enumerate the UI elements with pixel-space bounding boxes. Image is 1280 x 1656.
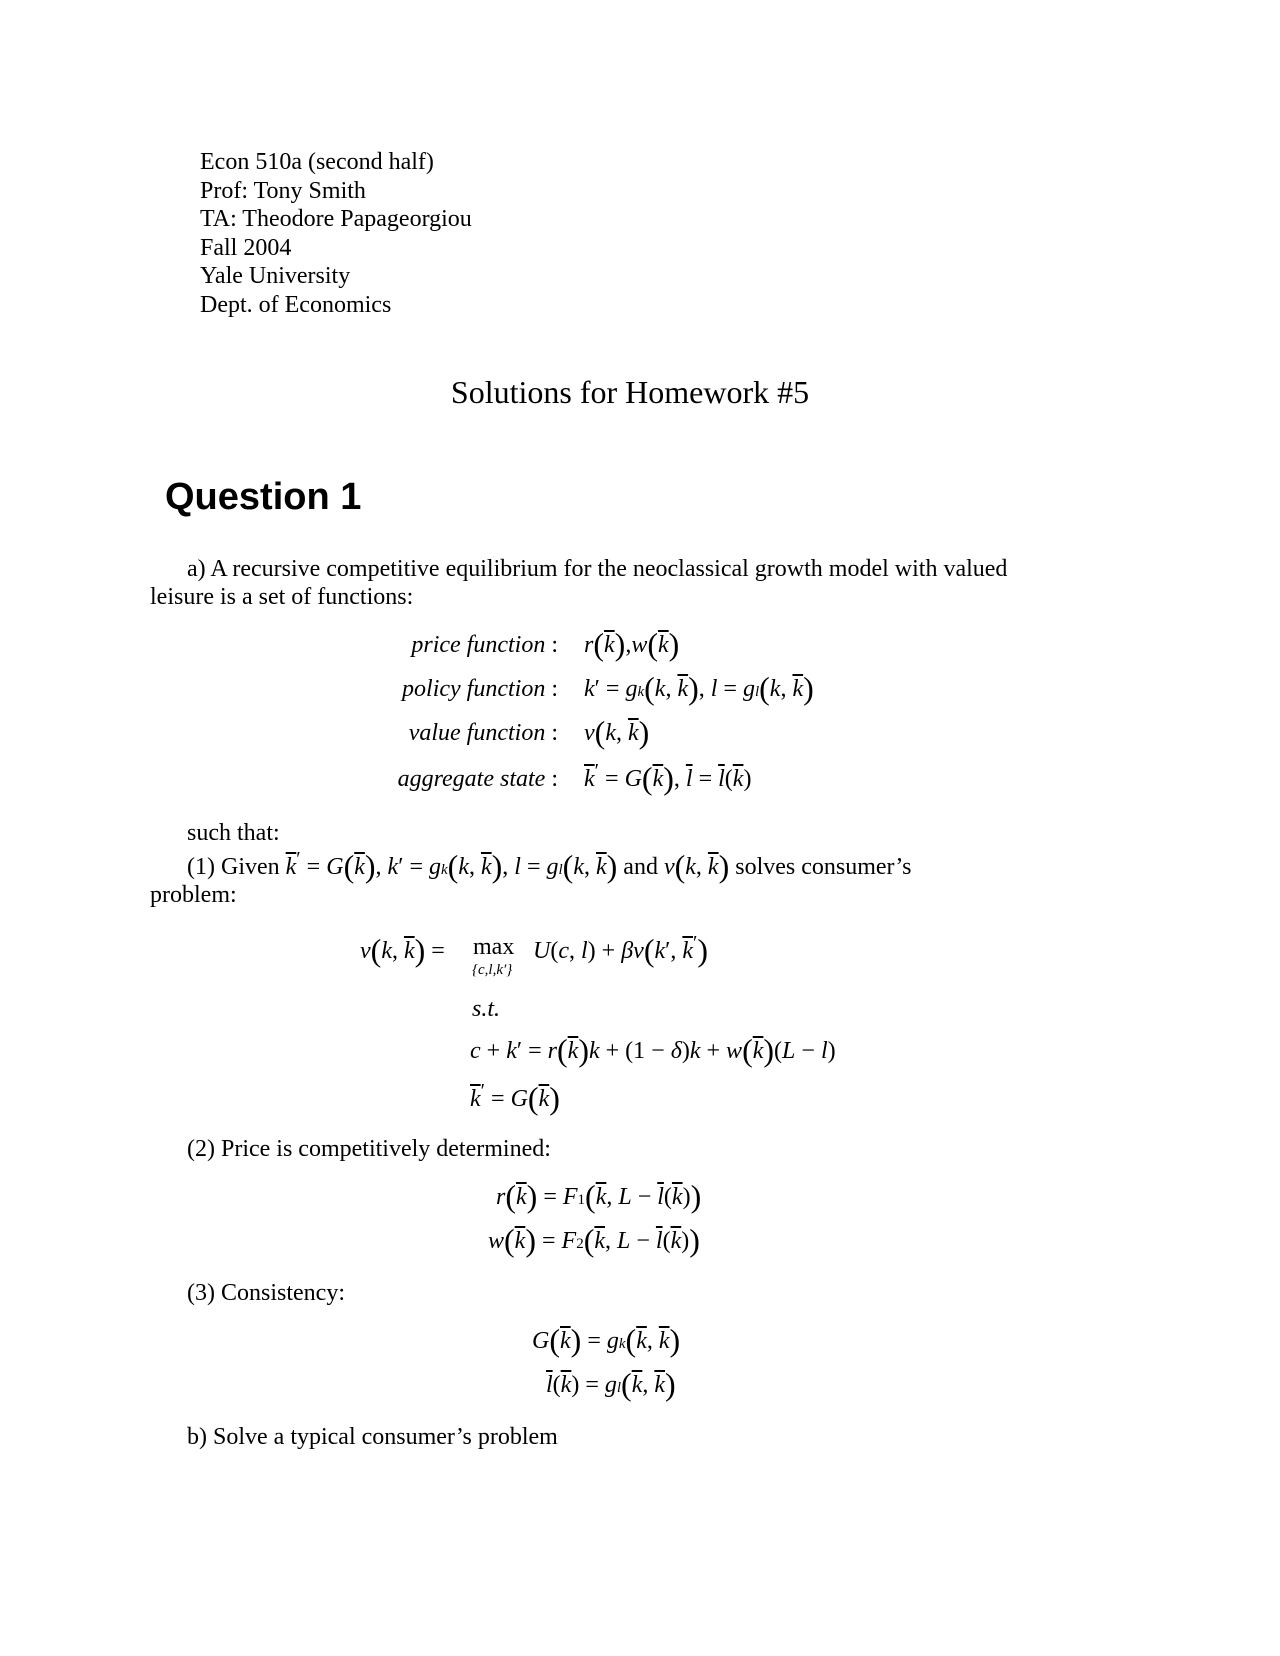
- price-equation-w: $w(\overline{k}) = F2(\overline{k}$, $L - \overline{l}(\overline{k})$): [488, 1222, 700, 1258]
- condition-1-and: and: [623, 854, 658, 880]
- header-line-university: Yale University: [200, 263, 351, 290]
- def-label-value: value function :: [408, 720, 558, 746]
- part-b-intro: b) Solve a typical consumer’s problem: [187, 1424, 558, 1450]
- part-a-intro-line1: a) A recursive competitive equilibrium for the neoclassical growth model with valued: [187, 556, 1008, 582]
- document-title: Solutions for Homework #5: [450, 374, 810, 410]
- section-heading-question-1: Question 1: [165, 476, 362, 518]
- def-label-price: price function :: [411, 632, 558, 658]
- condition-3-text: (3) Consistency:: [187, 1280, 345, 1306]
- such-that-text: such that:: [187, 820, 280, 846]
- def-label-aggregate: aggregate state :: [397, 766, 558, 792]
- max-operator: max: [473, 934, 515, 960]
- header-line-prof: Prof: Tony Smith: [200, 177, 366, 204]
- bellman-rhs: U(c, l) + βv(k′, $\overline{k}'$): [533, 932, 709, 968]
- course-header: [200, 148, 472, 320]
- condition-1-suffix: solves consumer’s: [735, 854, 912, 880]
- def-value-formula: v(k, $\overline{k}$): [584, 714, 650, 750]
- bellman-equation: v(k, $\overline{k}$) =: [360, 932, 445, 968]
- condition-1-line: (1) Given $\overline{k}' = G(\overline{k})$, k′ = gk(k, $\overline{k}$), l = gl(k, $\overline{k}$) and v(k, $\overline{k}$) solves consumer’s: [187, 848, 912, 884]
- header-line-course: Econ 510a (second half): [200, 149, 434, 175]
- max-subscript: {c,l,k′}: [472, 962, 513, 978]
- header-line-ta: TA: Theodore Papageorgiou: [200, 206, 472, 233]
- condition-1-prefix: (1) Given: [187, 854, 280, 880]
- def-aggregate-formula: $\overline{k}' = G(\overline{k})$, $\overline{l} = \overline{l}(\overline{k})$: [584, 760, 752, 796]
- condition-2-text: (2) Price is competitively determined:: [187, 1136, 551, 1162]
- part-a-intro-line2: leisure is a set of functions:: [150, 584, 414, 610]
- subject-to-label: s.t.: [472, 996, 501, 1022]
- law-of-motion-constraint: $\overline{k}' = G(\overline{k})$: [470, 1080, 560, 1116]
- def-price-formula: $r(\overline{k}),w(\overline{k})$: [584, 626, 680, 662]
- condition-1-line2: problem:: [150, 882, 237, 908]
- def-label-policy: policy function :: [402, 676, 558, 702]
- price-equation-r: $r(\overline{k}) = F1(\overline{k}$, $L - \overline{l}(\overline{k})$): [496, 1178, 702, 1214]
- consistency-equation-g: $G(\overline{k}) = gk(\overline{k}$, $\overline{k}$): [532, 1322, 681, 1358]
- condition-1-formula: $\overline{k}' = G(\overline{k})$, k′ = gk(k, $\overline{k}$), l = gl(k, $\overline{k}$): [285, 848, 618, 884]
- header-line-dept: Dept. of Economics: [200, 291, 392, 318]
- budget-constraint: $c + k' = r(\overline{k})k + (1 - \delta)k + w(\overline{k})(L - l)$: [470, 1032, 836, 1068]
- consistency-equation-l: $\overline{l}(\overline{k}) = gl(\overline{k}$, $\overline{k}$): [546, 1366, 676, 1402]
- header-line-term: Fall 2004: [200, 234, 292, 261]
- def-policy-formula: k′ = gk(k, $\overline{k}$), l = gl(k, $\overline{k}$): [584, 670, 814, 706]
